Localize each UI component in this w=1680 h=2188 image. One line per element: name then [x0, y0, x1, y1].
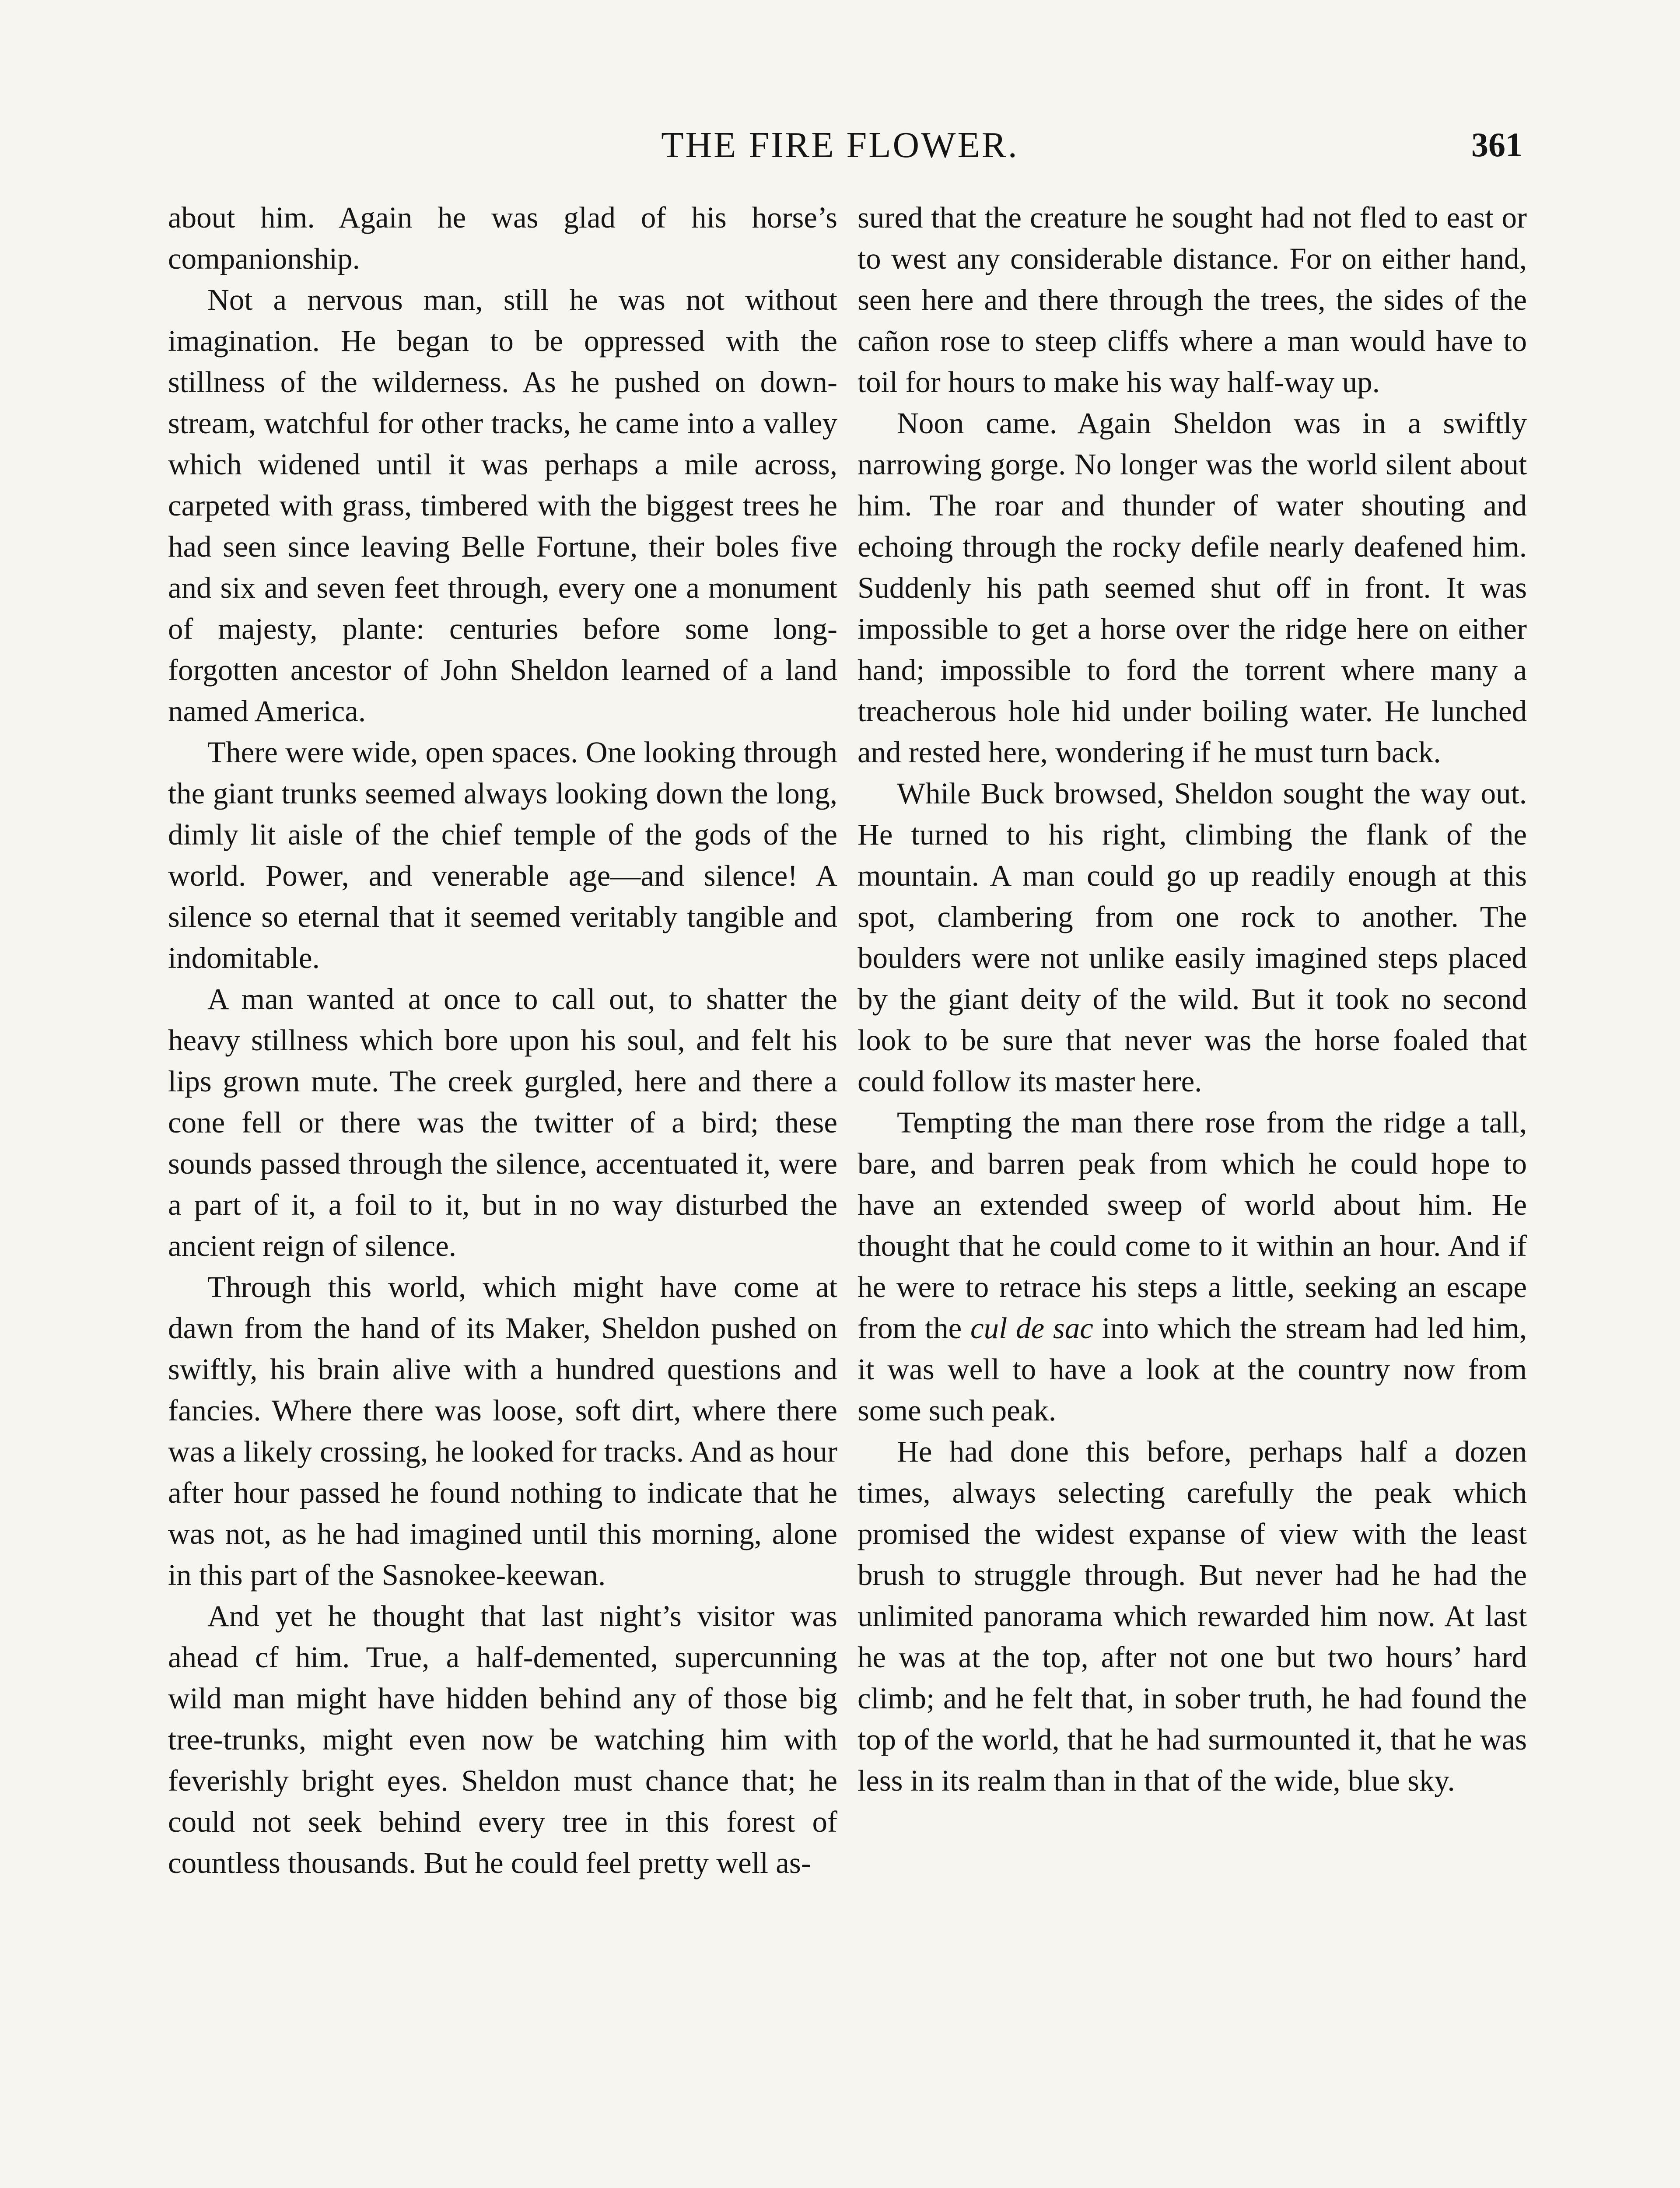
paragraph: Through this world, which might have come at dawn from the hand of its Maker, Sheldon pushed on swiftly, his brain alive with a hundred questions and fancies. Where there was loose, soft dirt, where there was a likely crossing, he looked for tracks. And as hour after hour passed he found nothing to indicate that he was not, as he had imagined until this morning, alone in this part of the Sasnokee-keewan.: [168, 1270, 837, 1592]
paragraph: A man wanted at once to call out, to shatter the heavy stillness which bore upon his soul, and felt his lips grown mute. The creek gurgled, here and there a cone fell or there was the twitter of a bird; these sounds passed through the silence, accentuated it, were a part of it, a foil to it, but in no way disturbed the ancient reign of silence.: [168, 982, 837, 1262]
paragraph: While Buck browsed, Sheldon sought the way out. He turned to his right, climbing the flank of the mountain. A man could go up readily enough at this spot, clambering from one rock to another. The boulders were not unlike easily imagined steps placed by the giant deity of the wild. But it took no second look to be sure that never was the horse foaled that could follow its master here.: [858, 777, 1527, 1098]
paragraph: And yet he thought that last night’s visitor was ahead cf him. True, a half-demented, supercunning wild man might have hidden behind any of those big tree-trunks, might even now be watching him with feverishly bright eyes. Sheldon must chance that; he could not seek behind every tree in this forest of countless thousands. But he could feel pretty well as-: [168, 1599, 837, 1879]
running-header-title: THE FIRE FLOWER.: [661, 125, 1019, 165]
paragraph: [858, 1102, 1527, 1431]
paragraph: about him. Again he was glad of his horse’s companionship.: [168, 201, 837, 275]
paragraph: sured that the creature he sought had not fled to east or to west any considerable distance. For on either hand, seen here and there through the trees, the sides of the cañon rose to steep cliffs where a man would have to toil for hours to make his way half-way up.: [858, 201, 1527, 399]
paragraph-text: into which the stream had led him, it was well to have a look at the country now from some such peak.: [858, 1311, 1527, 1427]
right-text-column: [858, 197, 1527, 1801]
paragraph: Noon came. Again Sheldon was in a swiftly narrowing gorge. No longer was the world silent about him. The roar and thunder of water shouting and echoing through the rocky defile nearly deafened him. Suddenly his path seemed shut off in front. It was impossible to get a horse over the ridge here on either hand; impossible to ford the torrent where many a treacherous hole hid under boiling water. He lunched and rested here, wondering if he must turn back.: [858, 407, 1527, 769]
italic-phrase: cul de sac: [970, 1311, 1093, 1345]
page-number: 361: [1471, 126, 1522, 164]
paragraph: He had done this before, perhaps half a dozen times, always selecting carefully the peak which promised the widest expanse of view with the least brush to struggle through. But never had he had the unlimited panorama which rewarded him now. At last he was at the top, after not one but two hours’ hard climb; and he felt that, in sober truth, he had found the top of the world, that he had surmounted it, that he was less in its realm than in that of the wide, blue sky.: [858, 1435, 1527, 1797]
paragraph: Not a nervous man, still he was not without imagination. He began to be oppressed with the stillness of the wilderness. As he pushed on down-stream, watchful for other tracks, he came into a valley which widened until it was perhaps a mile across, carpeted with grass, timbered with the biggest trees he had seen since leaving Belle Fortune, their boles five and six and seven feet through, every one a monument of majesty, plante: centuries before some long-forgotten ancestor of John Sheldon learned of a land named America.: [168, 283, 837, 728]
paragraph-text: Tempting the man there rose from the ridge a tall, bare, and barren peak from which he could hope to have an extended sweep of world about him. He thought that he could come to it within an hour. And if he were to retrace his steps a little, seeking an escape from the: [858, 1106, 1527, 1345]
paragraph: There were wide, open spaces. One looking through the giant trunks seemed always looking down the long, dimly lit aisle of the chief temple of the gods of the world. Power, and venerable age—and silence! A silence so eternal that it seemed veritably tangible and indomitable.: [168, 736, 837, 975]
left-text-column: [168, 197, 837, 1883]
